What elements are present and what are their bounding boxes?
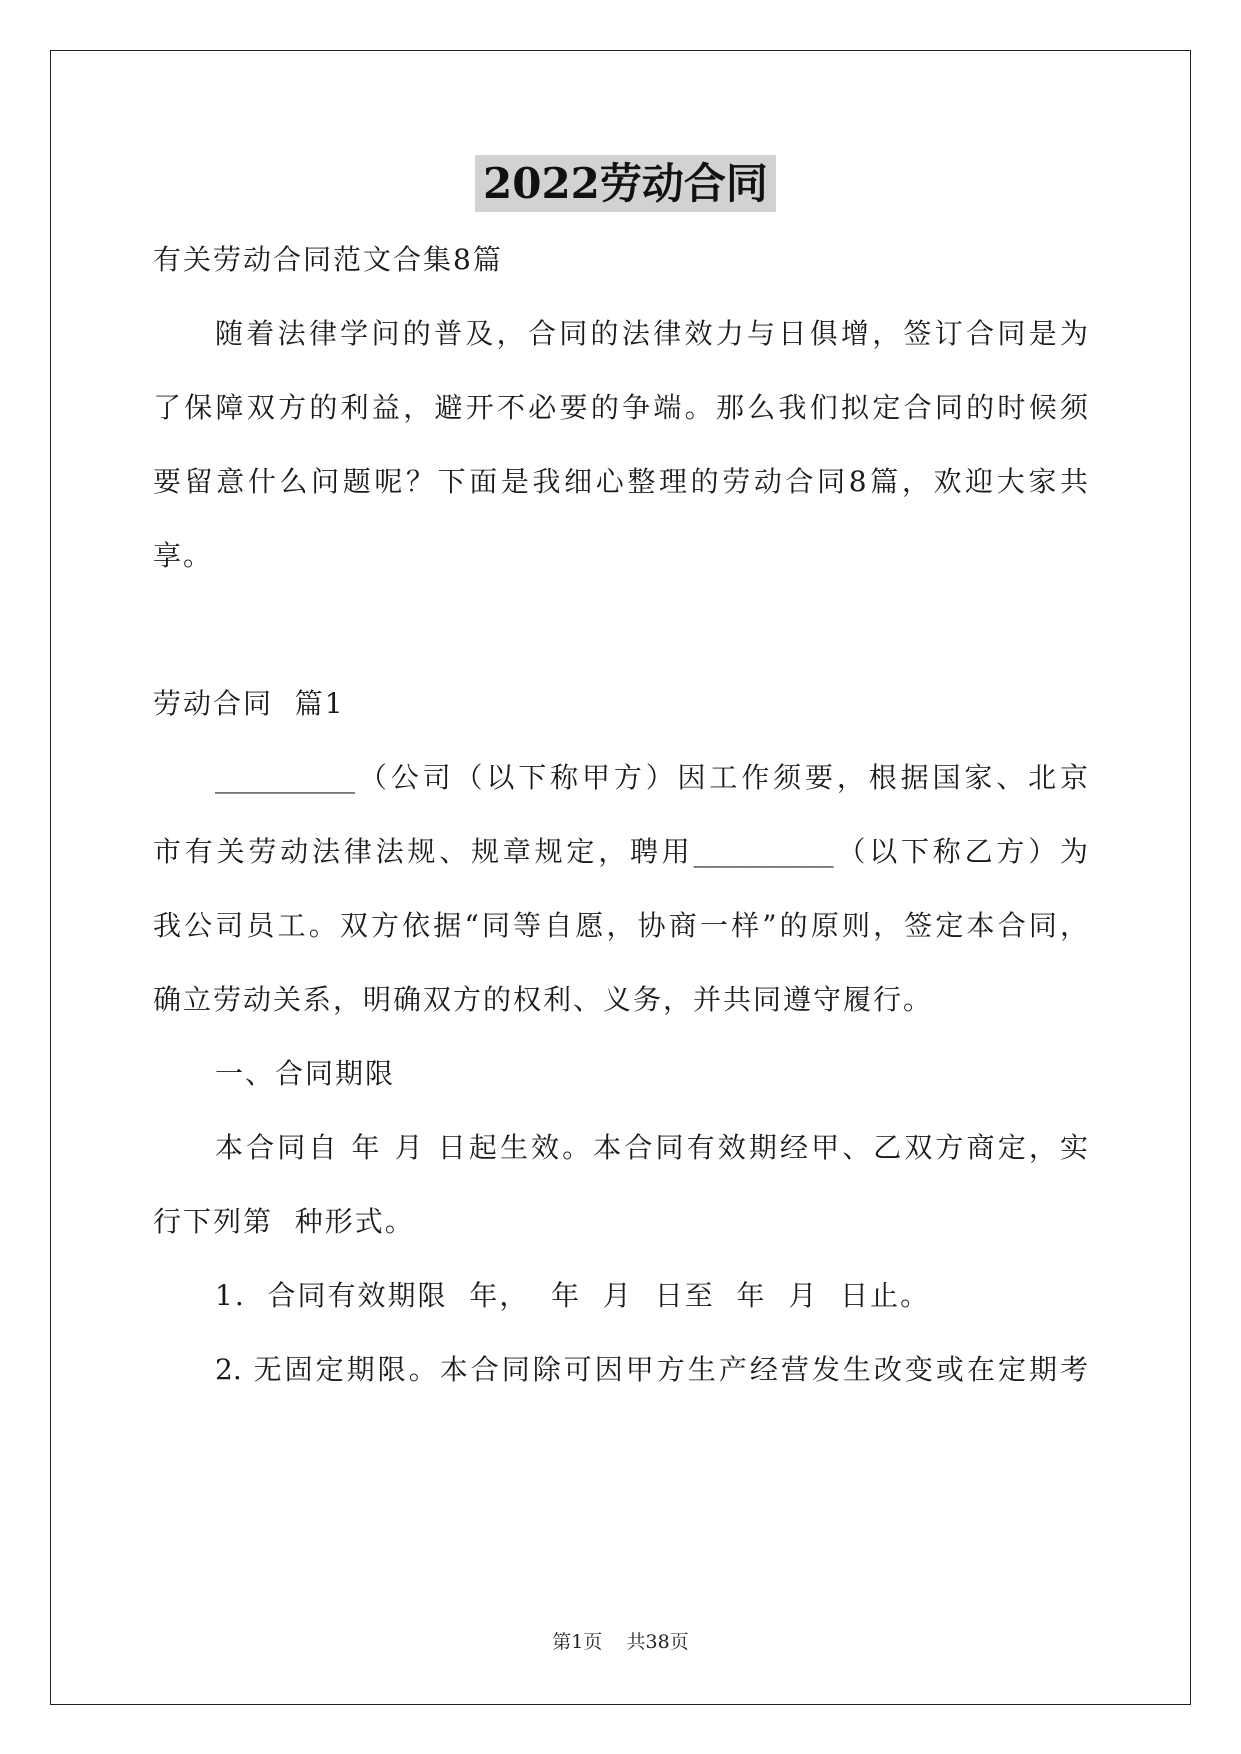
page-border — [50, 50, 1191, 1705]
clause-heading-1: 一、合同期限 — [215, 1057, 396, 1090]
body-line-3: 我公司员工。双方依据“同等自愿，协商一样”的原则，签定本合同， — [153, 909, 1088, 942]
body-line-7: 行下列第 种形式。 — [153, 1205, 415, 1238]
document-title: 2022劳动合同 — [475, 155, 776, 212]
list-item-2: 2. 无固定期限。本合同除可因甲方生产经营发生改变或在定期考 — [215, 1353, 1088, 1386]
intro-line-3: 要留意什么问题呢？下面是我细心整理的劳动合同8篇，欢迎大家共 — [153, 465, 1088, 498]
intro-line-4: 享。 — [153, 539, 214, 572]
body-line-2: 市有关劳动法律法规、规章规定，聘用__________（以下称乙方）为 — [153, 835, 1088, 868]
intro-line-1: 随着法律学问的普及，合同的法律效力与日俱增，签订合同是为 — [215, 317, 1088, 350]
section-heading: 劳动合同 篇1 — [153, 687, 345, 720]
body-line-6: 本合同自 年 月 日起生效。本合同有效期经甲、乙双方商定，实 — [215, 1131, 1088, 1164]
body-line-1: __________（公司（以下称甲方）因工作须要，根据国家、北京 — [215, 761, 1088, 794]
body-line-4: 确立劳动关系，明确双方的权利、义务，并共同遵守履行。 — [153, 983, 934, 1016]
intro-line-2: 了保障双方的利益，避开不必要的争端。那么我们拟定合同的时候须 — [153, 391, 1088, 424]
document-subtitle: 有关劳动合同范文合集8篇 — [153, 243, 503, 276]
page-number-footer: 第1页 共38页 — [552, 1631, 689, 1653]
list-item-1: 1. 合同有效期限 年， 年 月 日至 年 月 日止。 — [215, 1279, 931, 1312]
